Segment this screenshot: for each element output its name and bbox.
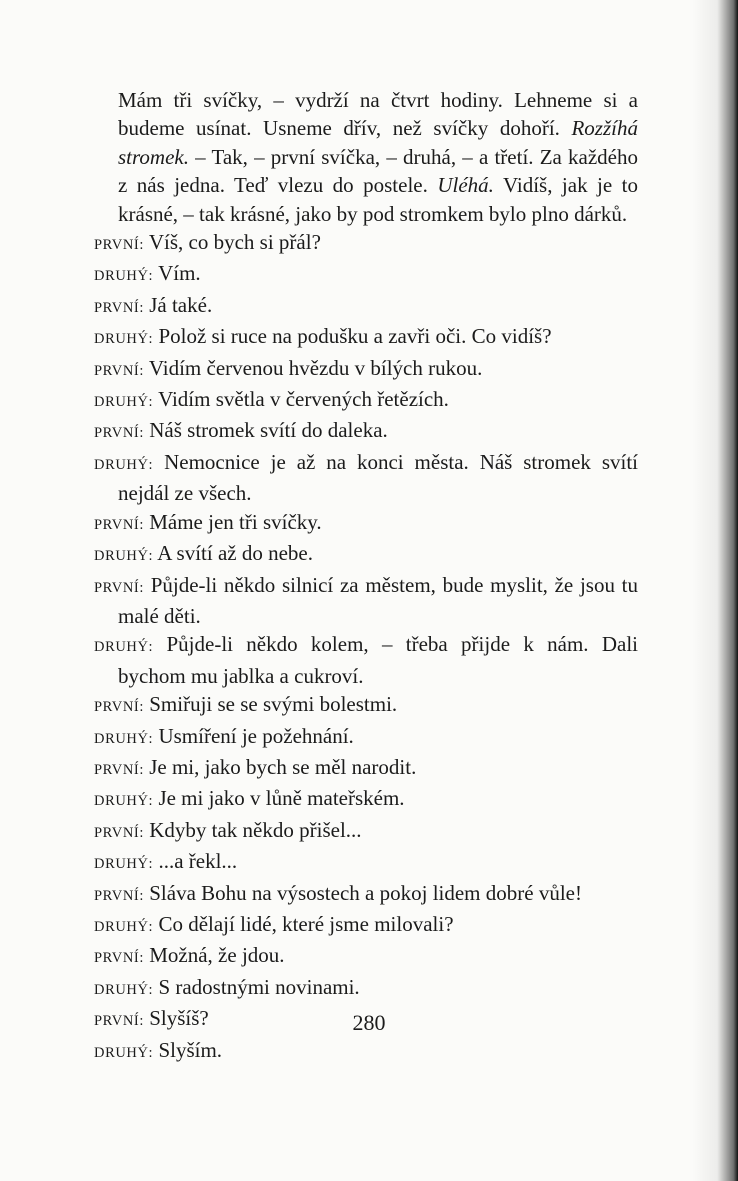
speech: Vím. bbox=[158, 261, 201, 286]
speech: Je mi jako v lůně mateřském. bbox=[158, 786, 405, 811]
dialogue-line bbox=[94, 354, 638, 385]
dialogue-line bbox=[94, 416, 638, 447]
speaker-name: DRUHÝ: bbox=[94, 394, 154, 411]
speaker-name: PRVNÍ: bbox=[94, 1013, 144, 1030]
speaker-name: PRVNÍ: bbox=[94, 824, 144, 841]
paragraph-text: Vidíš, jak je to krásné, – tak krásné, jako by pod stromkem bylo plno dárků. bbox=[118, 173, 638, 226]
speech: Možná, že jdou. bbox=[149, 943, 285, 968]
dialogue-line bbox=[94, 941, 638, 972]
speech: A svítí až do nebe. bbox=[157, 541, 313, 566]
speaker-name: DRUHÝ: bbox=[94, 1044, 154, 1061]
speaker-name: DRUHÝ: bbox=[94, 548, 154, 565]
dialogue-line bbox=[94, 228, 638, 259]
dialogue-line bbox=[94, 816, 638, 847]
speech: Kdyby tak někdo přišel... bbox=[149, 817, 362, 842]
stage-direction: Rozžíhá stromek. bbox=[118, 116, 638, 169]
dialogue-line bbox=[94, 973, 638, 1004]
speech: Půjde-li někdo silnicí za městem, bude myslit, že jsou tu malé děti. bbox=[118, 572, 639, 628]
speaker-name: PRVNÍ: bbox=[94, 516, 144, 533]
dialogue-line bbox=[94, 879, 638, 910]
speech: Já také. bbox=[149, 292, 213, 317]
page-text bbox=[94, 86, 639, 1067]
speaker-name: DRUHÝ: bbox=[94, 730, 154, 747]
paragraph-text: – Tak, – první svíčka, – druhá, – a třetí. Za každého z nás jedna. Teď vlezu do postele. bbox=[118, 144, 638, 198]
speaker-name: PRVNÍ: bbox=[94, 887, 144, 904]
speaker-name: PRVNÍ: bbox=[94, 950, 144, 967]
speech: Víš, co bych si přál? bbox=[148, 230, 321, 255]
page-gutter-shadow bbox=[692, 0, 738, 1181]
dialogue-line bbox=[94, 508, 638, 539]
speaker-name: DRUHÝ: bbox=[94, 456, 154, 473]
dialogue-line bbox=[94, 847, 638, 878]
speaker-name: DRUHÝ: bbox=[94, 793, 154, 810]
speaker-name: DRUHÝ: bbox=[94, 856, 154, 873]
speaker-name: DRUHÝ: bbox=[94, 981, 154, 998]
speech: Půjde-li někdo kolem, – třeba přijde k nám. Dali bychom mu jablka a cukroví. bbox=[118, 632, 639, 688]
speech: Máme jen tři svíčky. bbox=[149, 509, 322, 534]
paragraph-text: Mám tři svíčky, – vydrží na čtvrt hodiny. Lehneme si a budeme usínat. Usneme dřív, než svíčky dohoří. bbox=[118, 88, 638, 141]
dialogue-line bbox=[94, 539, 638, 570]
speaker-name: PRVNÍ: bbox=[94, 761, 144, 778]
dialogue-line bbox=[94, 722, 638, 753]
stage-direction: Uléhá. bbox=[437, 173, 494, 198]
dialogue-line bbox=[94, 385, 638, 416]
page-number: 280 bbox=[352, 1010, 386, 1035]
speech: S radostnými novinami. bbox=[158, 974, 360, 999]
speech: Usmíření je požehnání. bbox=[158, 723, 354, 748]
dialogue-line bbox=[94, 1036, 638, 1067]
speaker-name: PRVNÍ: bbox=[94, 425, 144, 442]
dialogue bbox=[94, 228, 639, 1067]
dialogue-line bbox=[94, 571, 638, 631]
speaker-name: DRUHÝ: bbox=[94, 639, 154, 656]
speaker-name: DRUHÝ: bbox=[94, 268, 154, 285]
speech: Vidím červenou hvězdu v bílých rukou. bbox=[148, 355, 483, 380]
opening-paragraph bbox=[118, 86, 638, 228]
speech: Nemocnice je až na konci města. Náš stromek svítí nejdál ze všech. bbox=[118, 449, 639, 506]
speech: Sláva Bohu na výsostech a pokoj lidem dobré vůle! bbox=[149, 880, 582, 905]
dialogue-line bbox=[94, 259, 638, 290]
dialogue-line bbox=[94, 784, 638, 815]
speech: ...a řekl... bbox=[158, 849, 238, 874]
dialogue-line bbox=[94, 910, 638, 941]
dialogue-line bbox=[94, 448, 638, 508]
speaker-name: PRVNÍ: bbox=[94, 579, 144, 596]
dialogue-line bbox=[94, 690, 638, 721]
speaker-name: DRUHÝ: bbox=[94, 918, 154, 935]
dialogue-line bbox=[94, 753, 638, 784]
speech: Polož si ruce na podušku a zavři oči. Co vidíš? bbox=[158, 324, 552, 349]
speech: Slyšíš? bbox=[149, 1006, 209, 1031]
speech: Slyším. bbox=[158, 1037, 223, 1062]
speaker-name: PRVNÍ: bbox=[94, 237, 144, 254]
speech: Co dělají lidé, které jsme milovali? bbox=[158, 911, 454, 936]
speaker-name: DRUHÝ: bbox=[94, 331, 154, 348]
dialogue-line bbox=[94, 630, 638, 690]
speaker-name: PRVNÍ: bbox=[94, 362, 144, 379]
speaker-name: PRVNÍ: bbox=[94, 299, 144, 316]
dialogue-line bbox=[94, 322, 638, 353]
speaker-name: PRVNÍ: bbox=[94, 699, 144, 716]
speech: Vidím světla v červených řetězích. bbox=[158, 387, 449, 412]
dialogue-line bbox=[94, 291, 638, 322]
speech: Náš stromek svítí do daleka. bbox=[149, 418, 388, 443]
speech: Smiřuji se se svými bolestmi. bbox=[149, 692, 398, 717]
speech: Je mi, jako bych se měl narodit. bbox=[149, 754, 417, 779]
